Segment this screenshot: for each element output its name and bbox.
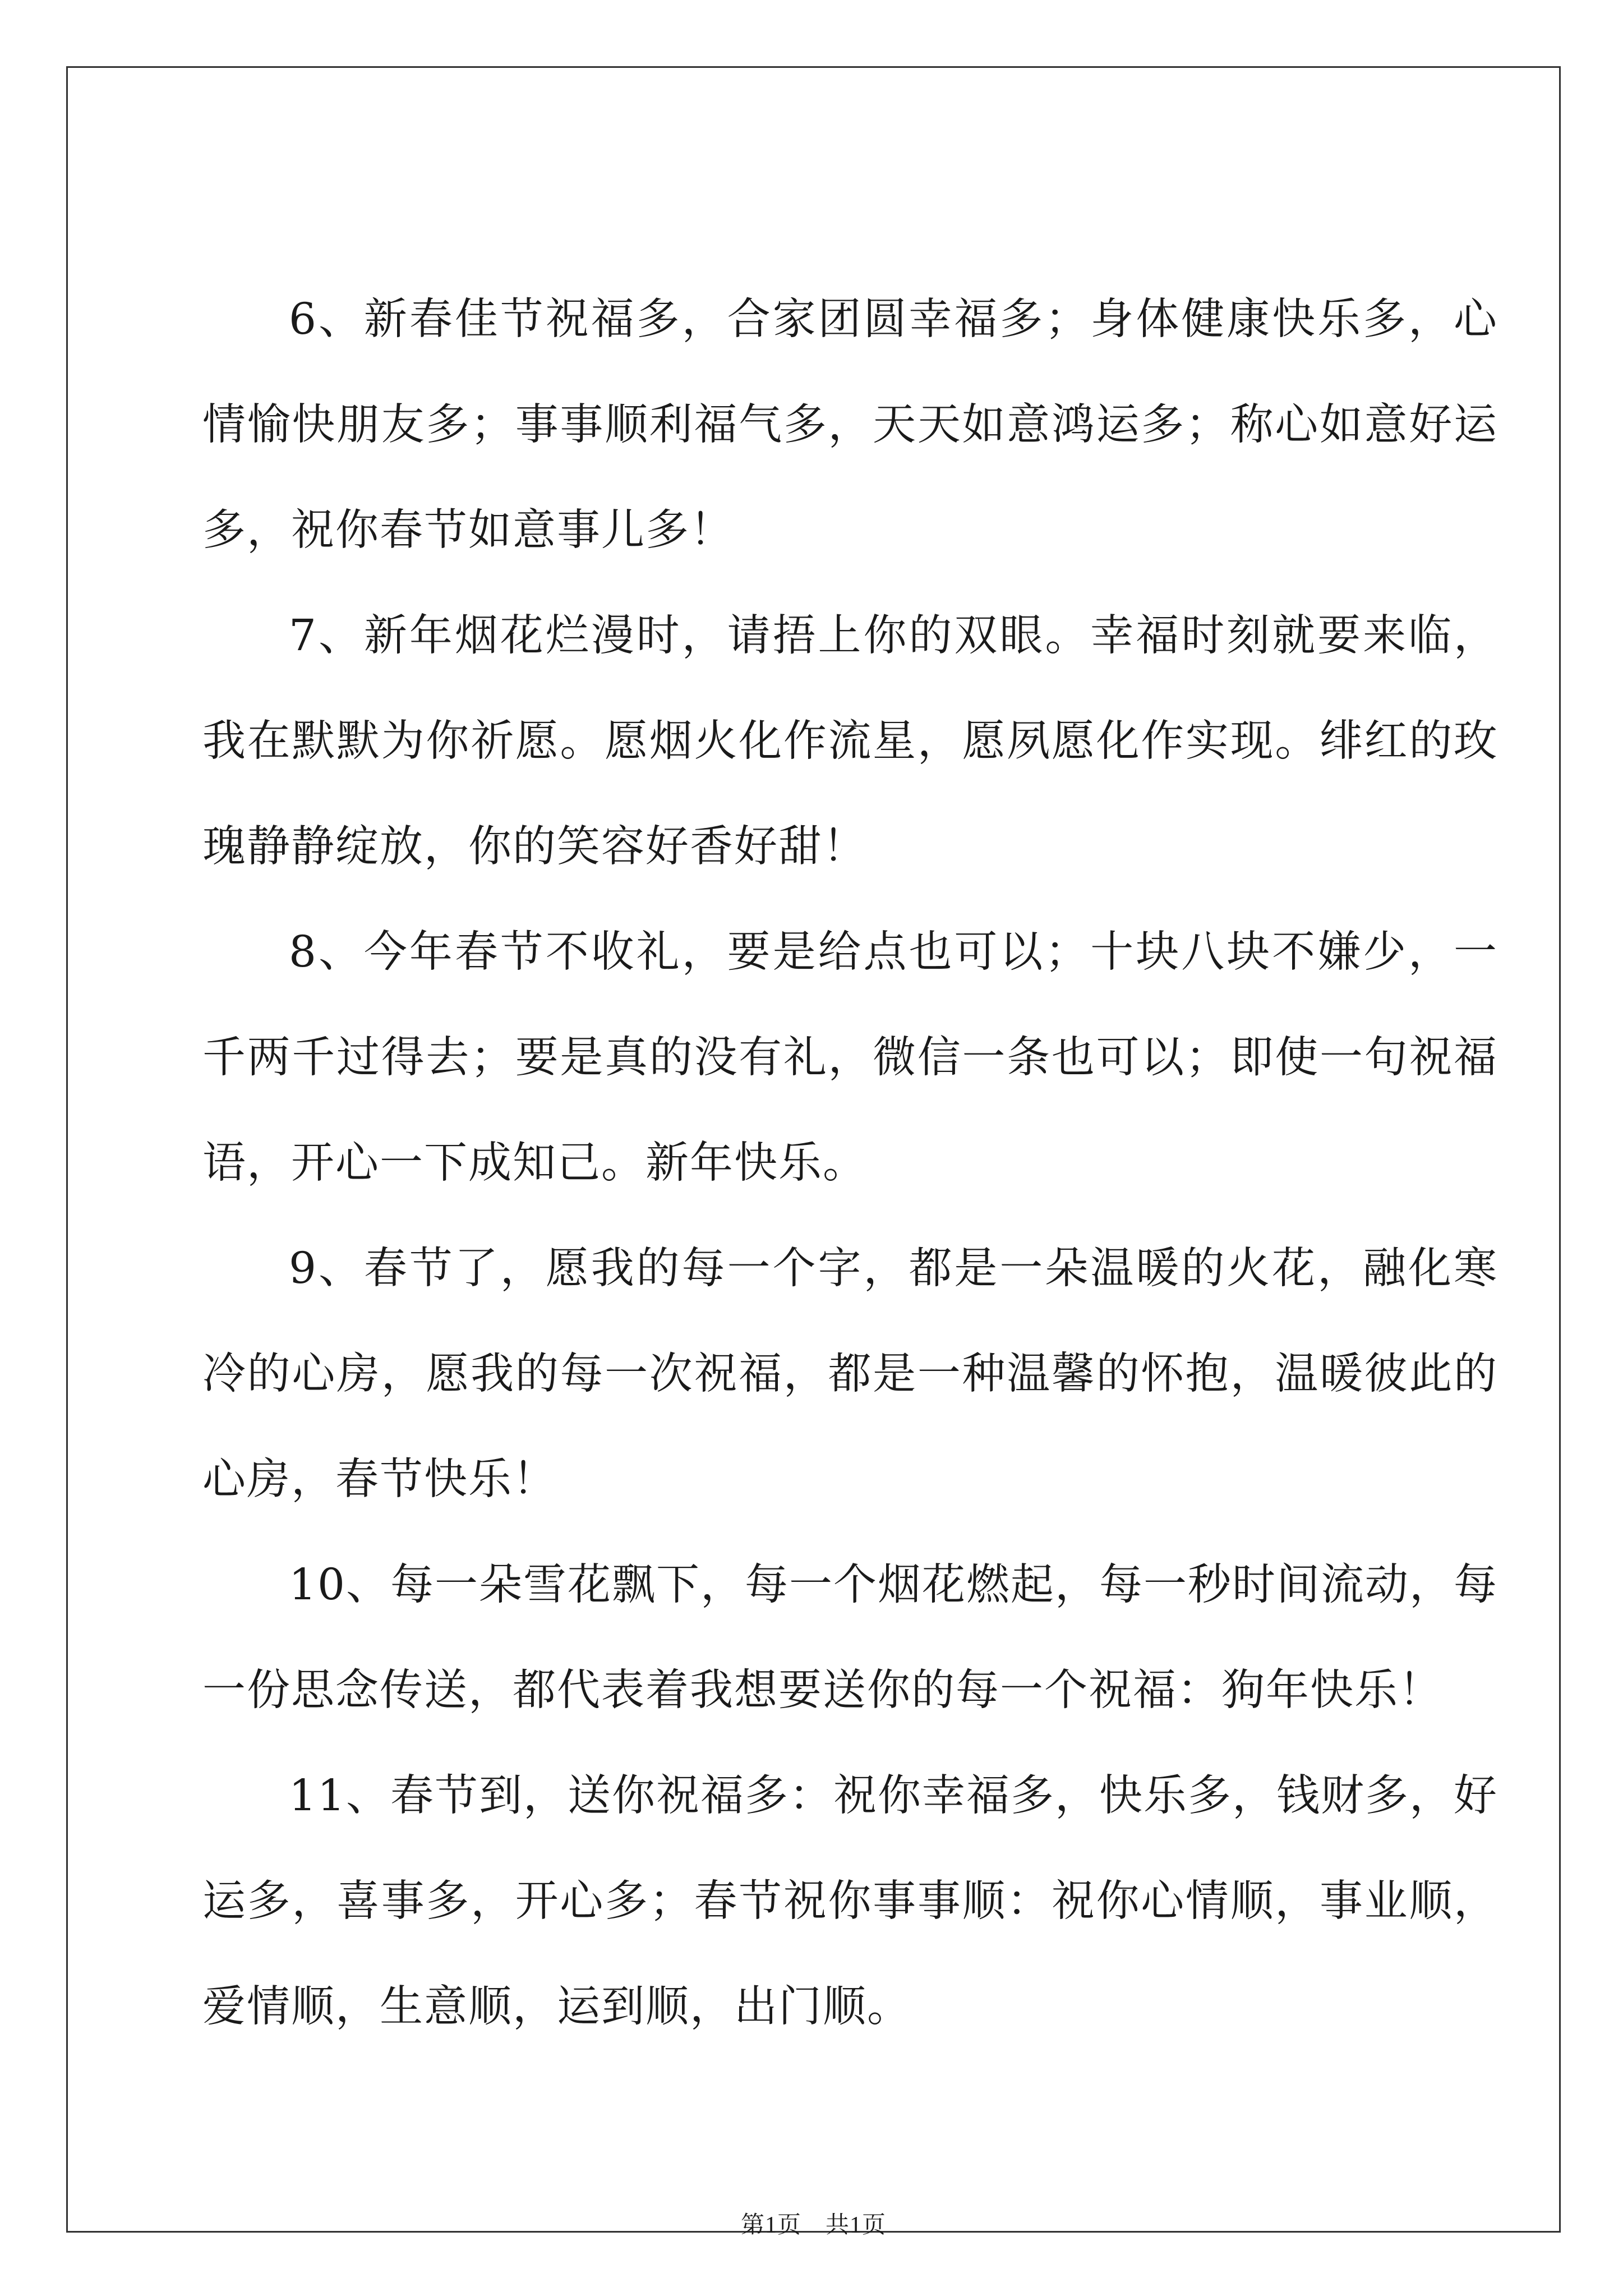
paragraph-11: 11、春节到，送你祝福多：祝你幸福多，快乐多，钱财多，好运多，喜事多，开心多；春节祝你事事顺：祝你心情顺，事业顺，爱情顺，生意顺，运到顺，出门顺。 [202,1771,1498,2032]
paragraph-8: 8、今年春节不收礼，要是给点也可以；十块八块不嫌少，一千两千过得去；要是真的没有礼，微信一条也可以；即使一句祝福语，开心一下成知己。新年快乐。 [202,927,1498,1188]
paragraph-6: 6、新春佳节祝福多，合家团圆幸福多；身体健康快乐多，心情愉快朋友多；事事顺利福气多，天天如意鸿运多；称心如意好运多，祝你春节如意事儿多！ [202,295,1498,555]
page-footer: 第1页 共1页 [740,2212,886,2238]
document-body [202,267,1498,2060]
paragraph-7: 7、新年烟花烂漫时，请捂上你的双眼。幸福时刻就要来临，我在默默为你祈愿。愿烟火化作流星，愿夙愿化作实现。绯红的玫瑰静静绽放，你的笑容好香好甜！ [202,611,1498,872]
paragraph-10: 10、每一朵雪花飘下，每一个烟花燃起，每一秒时间流动，每一份思念传送，都代表着我想要送你的每一个祝福：狗年快乐！ [202,1560,1498,1715]
page-frame [66,66,1561,2238]
paragraph-9: 9、春节了，愿我的每一个字，都是一朵温暖的火花，融化寒冷的心房，愿我的每一次祝福，都是一种温馨的怀抱，温暖彼此的心房，春节快乐！ [202,1244,1498,1504]
